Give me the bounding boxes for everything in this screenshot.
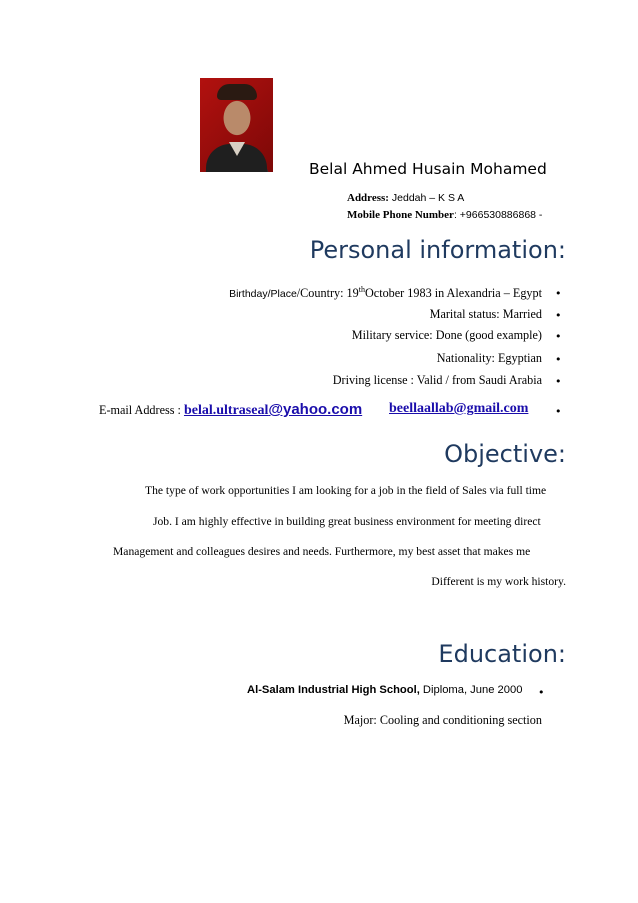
phone-label: Mobile Phone Number [347,209,454,221]
school-name: Al-Salam Industrial High School, [247,684,420,696]
bullet-icon: • [555,330,562,343]
full-name: Belal Ahmed Husain Mohamed [309,160,547,178]
address-label: Address: [347,192,389,204]
email1-domain: @yahoo.com [268,401,363,418]
objective-line: Management and colleagues desires and needs. Furthermore, my best asset that makes me [113,545,531,558]
military-line: Military service: Done (good example) [351,328,542,342]
objective-line: Job. I am highly effective in building great business environment for meeting direct [153,515,541,528]
major-line: Major: Cooling and conditioning section [343,713,542,727]
email-link-gmail[interactable]: beellaallab@gmail.com [389,401,529,416]
birthday-line [229,285,542,301]
school-details: Diploma, June 2000 [419,684,523,696]
birthday-tail: October 1983 in Alexandria – Egypt [364,286,542,301]
marital-line: Marital status: Married [429,307,542,321]
objective-line: The type of work opportunities I am looking for a job in the field of Sales via full time [145,484,547,497]
objective-line: Different is my work history. [431,575,566,588]
bullet-icon: • [555,287,562,300]
email1-user: belal.ultraseal [183,403,269,418]
bullet-icon: • [555,375,562,388]
birthday-label: Birthday/Place [229,288,297,301]
personal-heading: Personal information: [309,236,566,264]
bullet-icon: • [555,309,562,322]
birthday-rest: /Country: 19 [296,286,359,301]
education-heading: Education: [438,640,566,668]
school-line [247,684,522,696]
phone-value: : +966530886868 - [453,209,543,221]
driving-line: Driving license : Valid / from Saudi Arabia [332,373,542,387]
phone-line [347,209,542,221]
email-link-yahoo[interactable] [184,403,362,418]
profile-photo [200,78,273,172]
bullet-icon: • [555,405,562,418]
birthday-sup: th [358,285,365,294]
objective-heading: Objective: [444,440,566,468]
email-label: E-mail Address : [99,403,184,417]
bullet-icon: • [555,353,562,366]
email-line [99,401,362,419]
address-line [347,192,464,204]
nationality-line: Nationality: Egyptian [436,351,542,365]
address-value: Jeddah – K S A [391,192,465,204]
bullet-icon: • [538,686,545,699]
